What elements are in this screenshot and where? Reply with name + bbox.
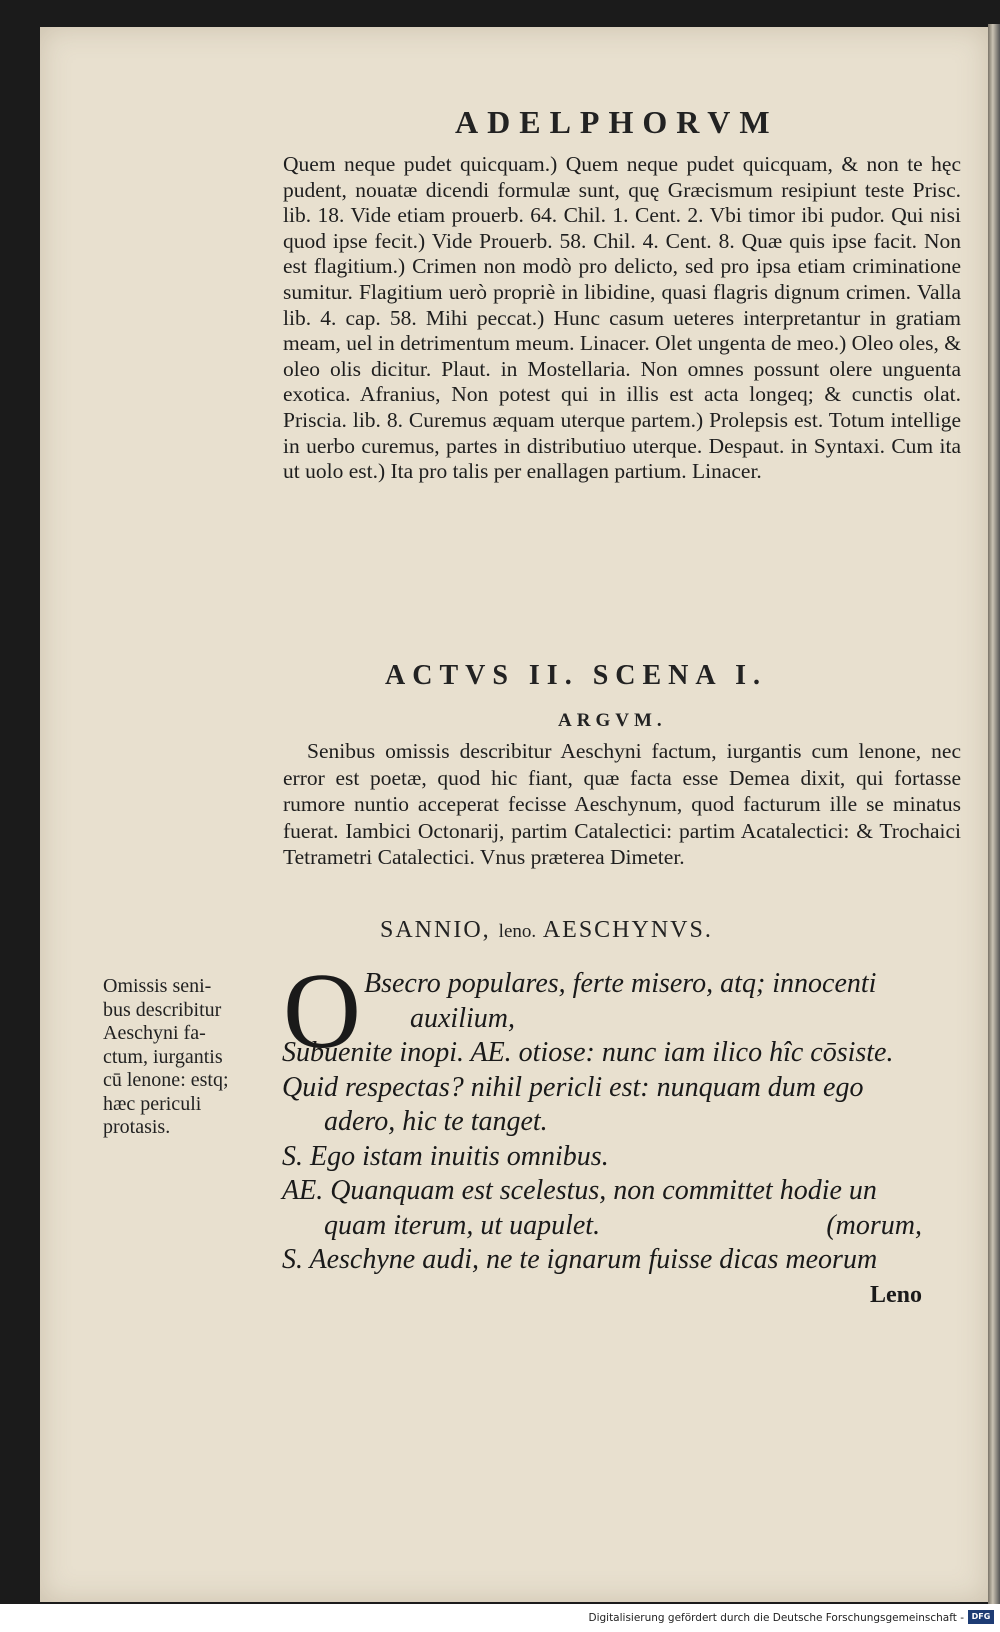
argument-block xyxy=(283,738,961,871)
margin-note-line: cū lenone: estq; xyxy=(103,1069,229,1091)
verse-line: Quid respectas? nihil pericli est: nunquam dum ego xyxy=(282,1071,864,1103)
verse-line: adero, hic te tanget. xyxy=(324,1106,548,1137)
verse-line: S. Aeschyne audi, ne te ignarum fuisse dicas meorum xyxy=(282,1244,878,1275)
verse-line-wrap xyxy=(282,1209,962,1244)
margin-note-line: hæc periculi xyxy=(103,1092,202,1115)
margin-note-line: bus describitur xyxy=(103,998,222,1021)
person-sannio-role: leno. xyxy=(498,921,537,942)
verse-block xyxy=(282,967,962,1312)
margin-note-line: Aeschyni fa- xyxy=(103,1022,206,1044)
argument-heading: ARGVM. xyxy=(558,710,667,731)
verse-line: Subuenite inopi. AE. otiose: nunc iam ilico hîc cōsiste. xyxy=(282,1037,894,1068)
digitization-footer xyxy=(0,1604,1000,1632)
margin-note-line: Omissis seni- xyxy=(103,975,212,997)
verse-line: AE. Quanquam est scelestus, non committet hodie un xyxy=(282,1175,877,1206)
verse-turnover: (morum, xyxy=(826,1209,922,1241)
page-edge xyxy=(988,24,1000,1604)
argument-paragraph: Senibus omissis describitur Aeschyni factum, iurgantis cum lenone, nec error est poetæ, quod hic fiant, quæ facta esse Demea dixit, qui fortasse rumore nuntio acceperat fecisse Aeschynum, quod facturum ille se minatus fuerat. Iambici Octonarij, partim Catalectici: partim Acatalectici: & Trochaici Tetrametri Catalectici. Vnus præterea Dimeter. xyxy=(283,739,961,869)
commentary-paragraph: Quem neque pudet quicquam.) Quem neque pudet quicquam, & non te hęc pudent, nouatæ dicendi formulæ sunt, quę Græcismum resipiunt teste Prisc. lib. 18. Vide etiam prouerb. 64. Chil. 1. Cent. 2. Vbi timor ibi pudor. Qui nisi quod ipse fecit.) Vide Prouerb. 58. Chil. 4. Cent. 8. Quæ quis ipse facit. Non est flagitium.) Crimen non modò pro delicto, sed pro ipsa etiam criminatione sumitur. Flagitium uerò propriè in libidine, quasi flagris dignum crimen. Valla lib. 4. cap. 58. Mihi peccat.) Hunc casum ueteres interpretantur in gratiam meam, uel in detrimentum meum. Linacer. Olet ungenta de meo.) Oleo oles, & oleo olis dicitur. Plaut. in Mostellaria. Non omnes possunt olere unguenta exotica. Afranius, Non potest qui in illis est acta longeq; & cunctis olat. Priscia. lib. 8. Curemus æquam uterque partem.) Prolepsis est. Totum intellige in uerbo curemus, partes in distributiuo uterque. Despaut. in Syntaxi. Cum ita ut uolo est.) Ita pro talis per enallagen partium. Linacer. xyxy=(283,152,961,484)
verse-line: Bsecro populares, ferte misero, atq; innocenti xyxy=(364,968,877,999)
drop-cap: O xyxy=(283,952,361,1071)
verse-line: quam iterum, ut uapulet. xyxy=(324,1209,601,1241)
footer-credit: Digitalisierung gefördert durch die Deutsche Forschungsgemeinschaft - xyxy=(588,1612,964,1624)
verse-line: auxilium, xyxy=(410,1002,515,1034)
running-head: ADELPHORVM xyxy=(455,104,779,140)
person-aeschynus: AESCHYNVS. xyxy=(542,917,713,943)
person-sannio: SANNIO, xyxy=(380,917,491,943)
margin-note-line: ctum, iurgantis xyxy=(103,1045,223,1068)
dfg-logo-icon: DFG xyxy=(968,1610,994,1624)
commentary-block xyxy=(283,152,961,485)
verse-line: S. Ego istam inuitis omnibus. xyxy=(282,1140,609,1172)
catchword: Leno xyxy=(869,1281,922,1308)
act-heading: ACTVS II. SCENA I. xyxy=(385,660,767,691)
margin-note-line: protasis. xyxy=(103,1116,171,1138)
margin-note xyxy=(103,975,275,1140)
dramatis-personae xyxy=(380,917,900,944)
